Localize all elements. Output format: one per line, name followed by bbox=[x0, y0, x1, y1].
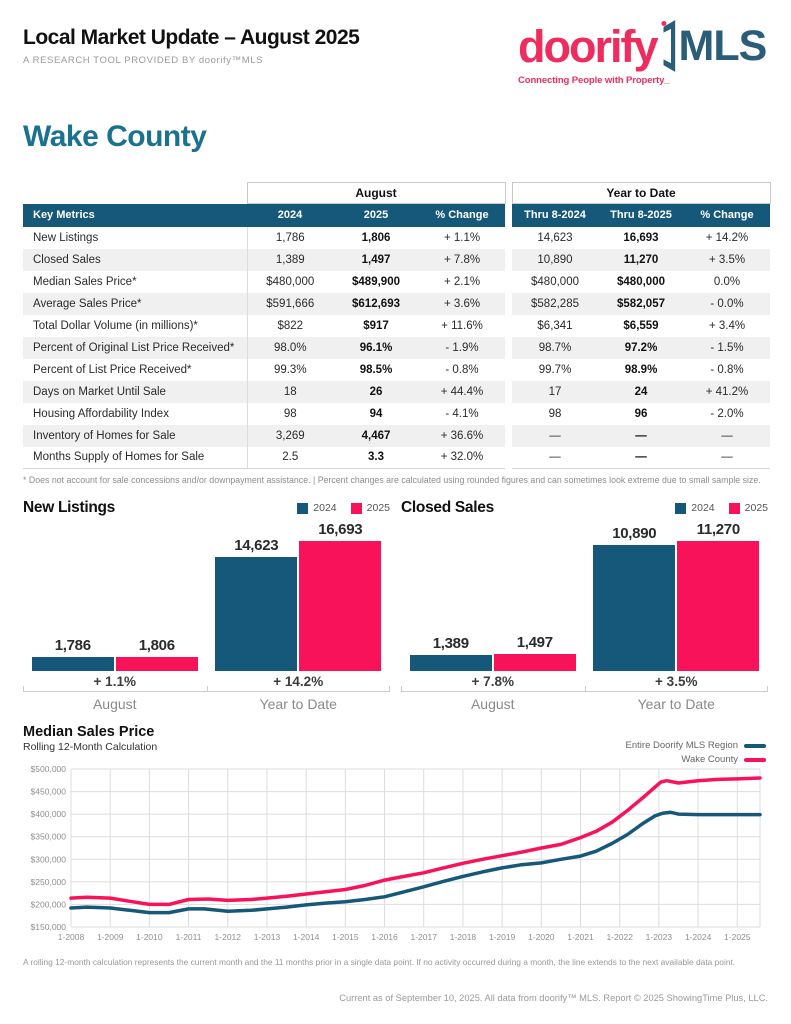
chart-title: New Listings bbox=[23, 499, 115, 516]
metric-value: $612,693 bbox=[333, 293, 419, 315]
doorify-mls-logo bbox=[518, 18, 768, 86]
bar-column bbox=[215, 537, 297, 671]
metric-value: $822 bbox=[247, 315, 333, 337]
metric-value: 24 bbox=[598, 381, 684, 403]
metric-value: - 0.0% bbox=[684, 293, 770, 315]
bar-group bbox=[207, 521, 391, 671]
axis-tick bbox=[401, 686, 402, 692]
logo-row bbox=[518, 18, 768, 74]
category-label: August bbox=[470, 696, 515, 712]
bar-column bbox=[593, 525, 675, 671]
chart-legend bbox=[297, 502, 390, 514]
metric-value: 98 bbox=[548, 407, 562, 420]
report-header bbox=[23, 20, 768, 104]
metric-value: 98 bbox=[247, 403, 333, 425]
metric-value: — bbox=[598, 425, 684, 447]
metric-value: + 3.5% bbox=[684, 249, 770, 271]
metric-value: 3,269 bbox=[247, 425, 333, 447]
metric-value: - 1.5% bbox=[684, 337, 770, 359]
bar-value-label: 10,890 bbox=[612, 525, 657, 542]
bar-value-label: 11,270 bbox=[696, 521, 740, 538]
metric-value: + 1.1% bbox=[443, 231, 481, 244]
line-chart-subtitle: Rolling 12-Month Calculation bbox=[23, 741, 158, 753]
group-separator bbox=[505, 249, 512, 271]
x-tick-label: 1-2025 bbox=[724, 932, 751, 942]
bar-value-label: 14,623 bbox=[234, 537, 279, 554]
metric-value: 98.7% bbox=[512, 337, 598, 359]
metric-value: - 4.1% bbox=[445, 407, 479, 420]
table-row bbox=[23, 315, 770, 337]
metric-name: Average Sales Price* bbox=[23, 293, 247, 315]
metric-value: — bbox=[684, 447, 770, 469]
bar-plot bbox=[401, 519, 768, 671]
table-header-row bbox=[23, 204, 770, 227]
bar-value-label: 1,389 bbox=[432, 635, 469, 652]
metric-value: 26 bbox=[333, 381, 419, 403]
legend-item-2024 bbox=[297, 502, 336, 514]
metric-value: 2.5 bbox=[247, 447, 333, 469]
y-tick-label: $400,000 bbox=[30, 809, 66, 820]
legend-item-wake bbox=[626, 754, 766, 765]
table-row bbox=[23, 293, 770, 315]
col-header-thru-2025: Thru 8-2025 bbox=[598, 204, 684, 227]
line-chart-title: Median Sales Price bbox=[23, 724, 155, 740]
median-sales-price-section bbox=[23, 724, 768, 967]
metric-value: — bbox=[684, 425, 770, 447]
table-row bbox=[23, 447, 770, 469]
metric-value: 99.7% bbox=[538, 363, 572, 376]
metric-value: $6,341 bbox=[537, 319, 573, 332]
metric-value: 18 bbox=[247, 381, 333, 403]
legend-label: Entire Doorify MLS Region bbox=[625, 740, 738, 751]
col-header-change-ytd: % Change bbox=[684, 204, 770, 227]
bar-2025 bbox=[116, 657, 198, 671]
legend-swatch-region bbox=[744, 744, 766, 748]
metric-value: + 3.6% bbox=[419, 293, 505, 315]
legend-item-2025 bbox=[729, 502, 768, 514]
table-row bbox=[23, 337, 770, 359]
table-row bbox=[23, 403, 770, 425]
col-header-thru-2024: Thru 8-2024 bbox=[512, 204, 598, 227]
bar-2024 bbox=[215, 557, 297, 671]
bar-2024 bbox=[593, 545, 675, 671]
metric-value: 17 bbox=[512, 381, 598, 403]
metric-value: 96.1% bbox=[333, 337, 419, 359]
bar-charts-row bbox=[23, 499, 768, 712]
metric-name: Total Dollar Volume (in millions)* bbox=[33, 319, 198, 332]
x-tick-label: 1-2011 bbox=[175, 932, 202, 942]
table-row bbox=[23, 249, 770, 271]
bar-column bbox=[32, 637, 114, 671]
metric-value: 10,890 bbox=[512, 249, 598, 271]
legend-label: 2025 bbox=[744, 502, 768, 514]
metric-value: 98.0% bbox=[247, 337, 333, 359]
group-header-ytd: Year to Date bbox=[512, 183, 770, 204]
x-tick-label: 1-2020 bbox=[528, 932, 555, 942]
metric-value: 11,270 bbox=[598, 249, 684, 271]
metric-name: Inventory of Homes for Sale bbox=[23, 425, 247, 447]
bar-2024 bbox=[410, 655, 492, 671]
metric-name: Median Sales Price* bbox=[33, 275, 137, 288]
legend-swatch-2025 bbox=[351, 503, 362, 514]
bar-column bbox=[410, 635, 492, 671]
metric-value: $480,000 bbox=[617, 275, 665, 288]
metric-value: + 11.6% bbox=[441, 319, 483, 332]
group-separator bbox=[505, 315, 512, 337]
x-tick-label: 1-2021 bbox=[567, 932, 594, 942]
y-tick-label: $200,000 bbox=[30, 899, 66, 910]
legend-swatch-2024 bbox=[297, 503, 308, 514]
metric-value: $917 bbox=[363, 319, 389, 332]
metric-value: $6,559 bbox=[623, 319, 659, 332]
metric-value: $480,000 bbox=[531, 275, 579, 288]
bar-group bbox=[23, 637, 207, 671]
metric-value: 98.9% bbox=[624, 363, 658, 376]
series-line-entire-doorify-mls-region bbox=[71, 812, 760, 912]
chart-header bbox=[401, 499, 768, 517]
bar-value-label: 1,806 bbox=[138, 637, 175, 654]
metric-name: Days on Market Until Sale bbox=[23, 381, 247, 403]
group-separator bbox=[505, 183, 512, 204]
metric-value: 3.3 bbox=[333, 447, 419, 469]
legend-item-2025 bbox=[351, 502, 390, 514]
group-separator bbox=[505, 381, 512, 403]
logo-wordmark: doorify bbox=[518, 20, 657, 72]
legend-label: 2024 bbox=[313, 502, 337, 514]
bar-column bbox=[494, 634, 576, 671]
metric-name: Percent of List Price Received* bbox=[33, 363, 192, 376]
closed-sales-chart bbox=[401, 499, 768, 712]
metric-value: - 0.8% bbox=[710, 363, 744, 376]
group-separator bbox=[505, 447, 512, 469]
table-row bbox=[23, 359, 770, 381]
metric-value: 1,389 bbox=[247, 249, 333, 271]
metric-value: $582,057 bbox=[598, 293, 684, 315]
table-footnote: * Does not account for sale concessions and/or downpayment assistance. | Percent changes are calculated using rounded figures and can sometimes look extreme due to small sample size. bbox=[23, 475, 761, 485]
metric-value: 0.0% bbox=[713, 275, 741, 288]
metric-value: 1,786 bbox=[247, 227, 333, 249]
report-credit: Current as of September 10, 2025. All data from doorify™ MLS. Report © 2025 ShowingTime Plus, LLC. bbox=[339, 993, 768, 1003]
category-row bbox=[23, 691, 390, 712]
y-tick-label: $350,000 bbox=[30, 831, 66, 842]
axis-tick bbox=[207, 686, 208, 692]
metric-value: + 14.2% bbox=[705, 231, 749, 244]
door-bracket-icon bbox=[661, 18, 676, 74]
metric-value: + 2.1% bbox=[443, 275, 481, 288]
metric-name: New Listings bbox=[33, 231, 99, 244]
legend-label: 2024 bbox=[691, 502, 715, 514]
y-tick-label: $300,000 bbox=[30, 854, 66, 865]
logo-tagline: Connecting People with Property_ bbox=[518, 75, 670, 86]
table-row bbox=[23, 425, 770, 447]
bar-2025 bbox=[494, 654, 576, 671]
category-row bbox=[401, 691, 768, 712]
metric-value: - 0.8% bbox=[445, 363, 479, 376]
x-tick-label: 1-2009 bbox=[96, 932, 124, 942]
y-tick-label: $150,000 bbox=[30, 922, 66, 932]
bar-value-label: 16,693 bbox=[318, 521, 363, 538]
bar-2025 bbox=[299, 541, 381, 671]
group-separator bbox=[505, 227, 512, 249]
x-tick-label: 1-2010 bbox=[136, 932, 163, 942]
x-tick-label: 1-2022 bbox=[606, 932, 633, 942]
bar-column bbox=[677, 521, 759, 671]
percent-change-label: + 3.5% bbox=[655, 673, 698, 689]
bar-column bbox=[299, 521, 381, 671]
group-separator bbox=[505, 337, 512, 359]
rolling-calculation-note: A rolling 12-month calculation represents the current month and the 11 months prior in a single data point. If no activity occurred during a month, the line extends to the next available data point. bbox=[23, 957, 736, 967]
metric-value: 4,467 bbox=[333, 425, 419, 447]
key-metrics-body bbox=[23, 227, 770, 469]
percent-change-label: + 1.1% bbox=[93, 673, 136, 689]
y-tick-label: $250,000 bbox=[30, 876, 66, 887]
metric-value: + 32.0% bbox=[419, 447, 505, 469]
x-tick-label: 1-2008 bbox=[57, 932, 85, 942]
bar-value-label: 1,497 bbox=[516, 634, 553, 651]
legend-swatch-2024 bbox=[675, 503, 686, 514]
metric-value: + 7.8% bbox=[419, 249, 505, 271]
axis-tick bbox=[389, 686, 390, 692]
metric-value: 14,623 bbox=[537, 231, 573, 244]
metric-value: 97.2% bbox=[598, 337, 684, 359]
col-header-change-aug: % Change bbox=[419, 204, 505, 227]
chart-legend bbox=[675, 502, 768, 514]
legend-item-2024 bbox=[675, 502, 714, 514]
metric-value: 98.5% bbox=[359, 363, 393, 376]
group-separator bbox=[505, 204, 512, 227]
group-separator bbox=[505, 403, 512, 425]
series-line-wake-county bbox=[71, 778, 760, 904]
x-tick-label: 1-2017 bbox=[410, 932, 437, 942]
metric-name: Percent of Original List Price Received* bbox=[23, 337, 247, 359]
logo-mls-text: MLS bbox=[678, 21, 767, 70]
legend-label: Wake County bbox=[681, 754, 738, 765]
x-tick-label: 1-2018 bbox=[449, 932, 477, 942]
percent-change-label: + 14.2% bbox=[273, 673, 324, 689]
new-listings-chart bbox=[23, 499, 390, 712]
percent-change-label: + 7.8% bbox=[471, 673, 514, 689]
chart-title: Closed Sales bbox=[401, 499, 494, 516]
legend-item-region bbox=[626, 740, 766, 751]
x-tick-label: 1-2024 bbox=[684, 932, 712, 942]
median-price-line-chart bbox=[23, 759, 768, 949]
table-row bbox=[23, 227, 770, 249]
report-subtitle: A RESEARCH TOOL PROVIDED BY doorify™MLS bbox=[23, 55, 264, 66]
metric-name: Months Supply of Homes for Sale bbox=[23, 447, 247, 469]
metric-value: $591,666 bbox=[247, 293, 333, 315]
axis-tick bbox=[767, 686, 768, 692]
x-tick-label: 1-2013 bbox=[253, 932, 281, 942]
legend-swatch-2025 bbox=[729, 503, 740, 514]
bar-plot bbox=[23, 519, 390, 671]
metric-value: $480,000 bbox=[247, 271, 333, 293]
category-label: Year to Date bbox=[259, 696, 337, 712]
bar-2025 bbox=[677, 541, 759, 671]
bar-value-label: 1,786 bbox=[54, 637, 91, 654]
category-label: Year to Date bbox=[637, 696, 715, 712]
metric-value: — bbox=[512, 447, 598, 469]
legend-swatch-wake bbox=[744, 758, 766, 762]
metric-value: 1,497 bbox=[333, 249, 419, 271]
x-tick-label: 1-2016 bbox=[371, 932, 398, 942]
metric-value: 99.3% bbox=[247, 359, 333, 381]
group-spacer bbox=[23, 183, 247, 204]
metric-value: — bbox=[512, 425, 598, 447]
group-header-august: August bbox=[247, 183, 505, 204]
group-separator bbox=[505, 293, 512, 315]
group-separator bbox=[505, 271, 512, 293]
col-header-2024: 2024 bbox=[247, 204, 333, 227]
metric-value: — bbox=[598, 447, 684, 469]
group-separator bbox=[505, 425, 512, 447]
x-tick-label: 1-2019 bbox=[488, 932, 516, 942]
bar-column bbox=[116, 637, 198, 671]
chart-header bbox=[23, 499, 390, 517]
group-separator bbox=[505, 359, 512, 381]
x-tick-label: 1-2015 bbox=[332, 932, 359, 942]
metric-value: + 41.2% bbox=[684, 381, 770, 403]
report-title: Local Market Update – August 2025 bbox=[23, 26, 360, 49]
bar-2024 bbox=[32, 657, 114, 671]
metric-value: - 2.0% bbox=[710, 407, 744, 420]
x-tick-label: 1-2012 bbox=[214, 932, 242, 942]
metric-name: Housing Affordability Index bbox=[33, 407, 169, 420]
key-metrics-table bbox=[23, 182, 771, 469]
metric-value: $489,900 bbox=[352, 275, 400, 288]
metric-value: 96 bbox=[634, 407, 648, 420]
bar-group bbox=[585, 521, 769, 671]
key-metrics-table-wrap bbox=[23, 182, 768, 485]
table-row bbox=[23, 381, 770, 403]
axis-tick bbox=[23, 686, 24, 692]
metric-value: + 44.4% bbox=[419, 381, 505, 403]
metric-value: + 3.4% bbox=[708, 319, 746, 332]
legend-label: 2025 bbox=[366, 502, 390, 514]
line-chart-legend bbox=[626, 740, 766, 768]
column-group-row bbox=[23, 183, 770, 204]
y-tick-label: $500,000 bbox=[30, 764, 66, 774]
col-header-key-metrics: Key Metrics bbox=[23, 204, 247, 227]
y-tick-label: $450,000 bbox=[30, 786, 66, 797]
metric-value: - 1.9% bbox=[419, 337, 505, 359]
metric-value: 16,693 bbox=[623, 231, 659, 244]
metric-value: + 36.6% bbox=[419, 425, 505, 447]
col-header-2025: 2025 bbox=[333, 204, 419, 227]
table-row bbox=[23, 271, 770, 293]
page-title: Wake County bbox=[23, 120, 207, 153]
metric-value: 94 bbox=[369, 407, 383, 420]
x-tick-label: 1-2023 bbox=[645, 932, 673, 942]
metric-value: $582,285 bbox=[512, 293, 598, 315]
axis-tick bbox=[585, 686, 586, 692]
bar-group bbox=[401, 634, 585, 671]
metric-value: 1,806 bbox=[361, 231, 391, 244]
x-tick-label: 1-2014 bbox=[292, 932, 320, 942]
metric-name: Closed Sales bbox=[23, 249, 247, 271]
category-label: August bbox=[92, 696, 137, 712]
